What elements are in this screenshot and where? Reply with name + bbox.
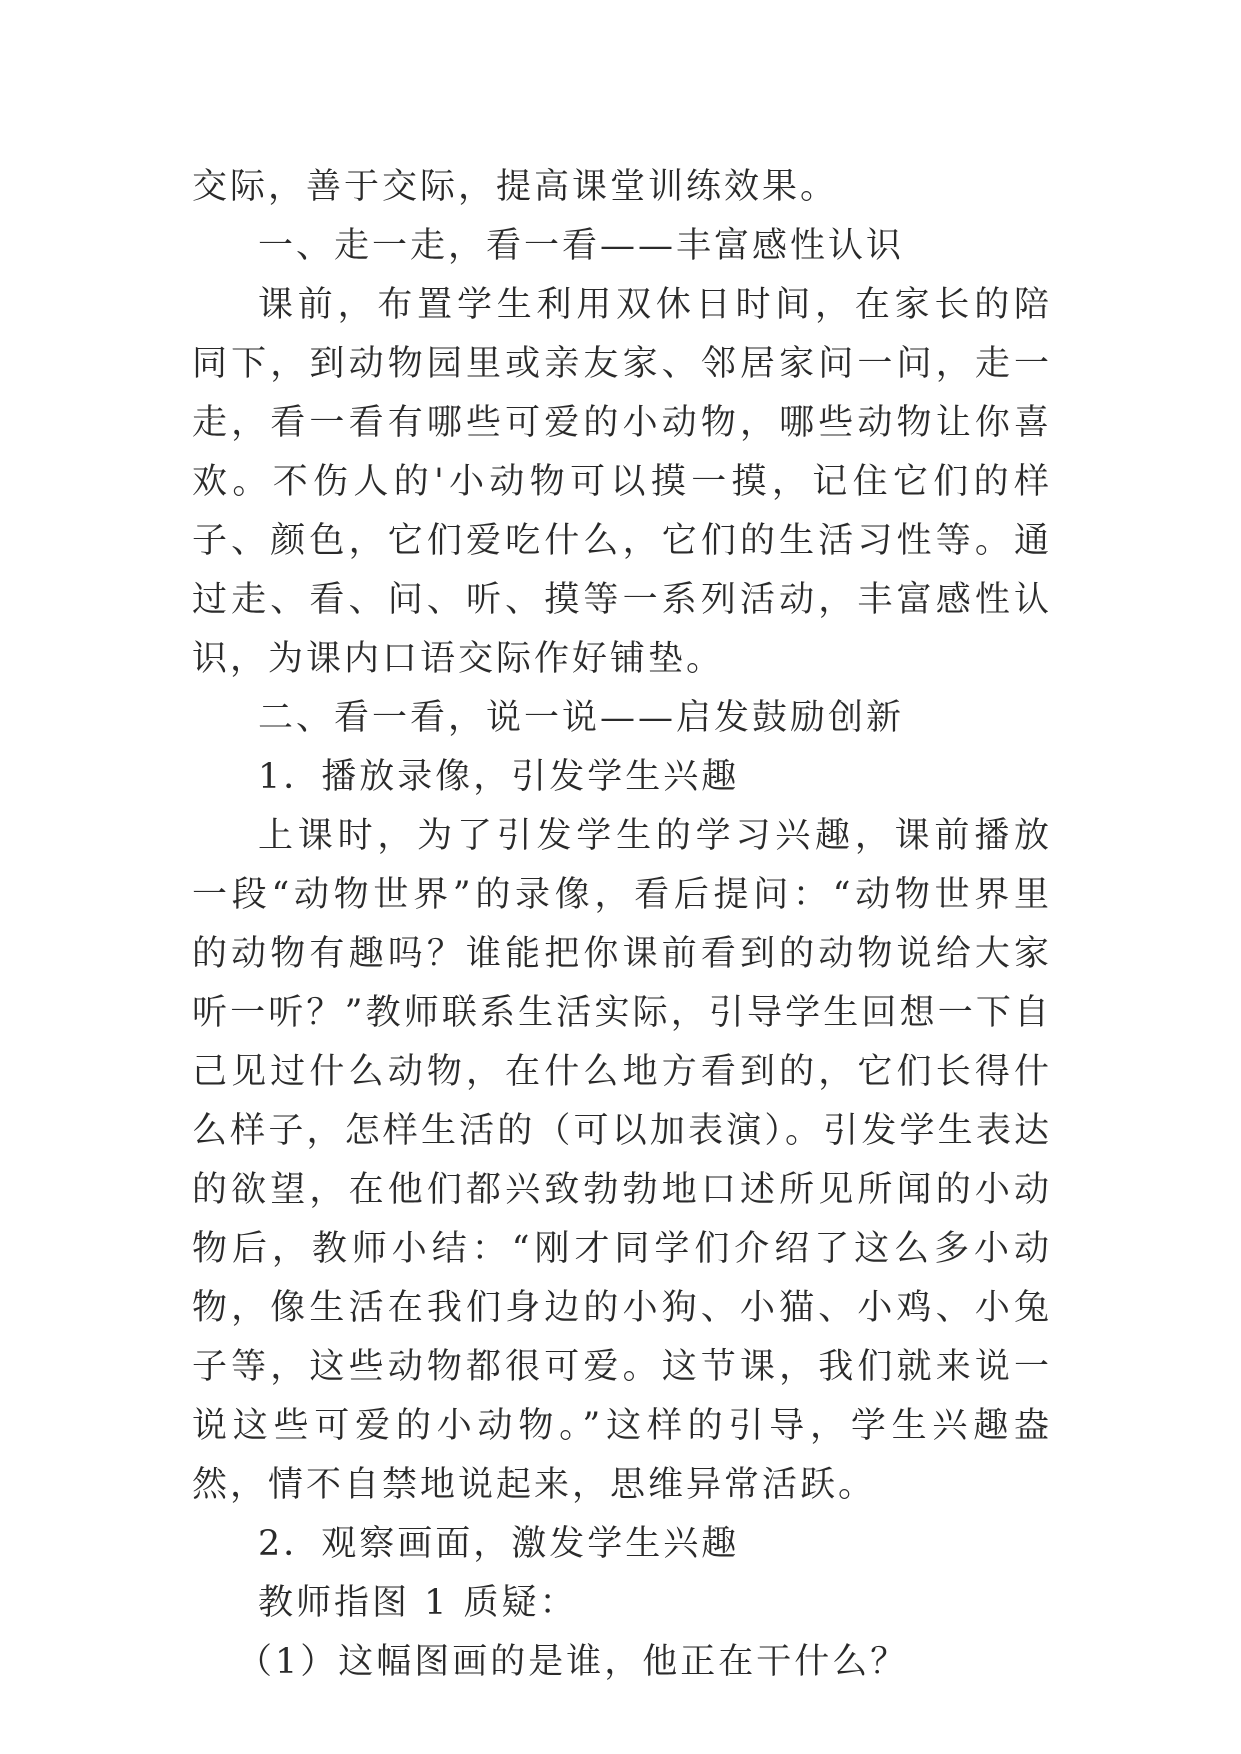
document-body [192,158,1052,1692]
paragraph-video: 上课时，为了引发学生的学习兴趣，课前播放一段“动物世界”的录像，看后提问：“动物世界里的动物有趣吗？谁能把你课前看到的动物说给大家听一听？”教师联系生活实际，引导学生回想一下自己见过什么动物，在什么地方看到的，它们长得什么样子，怎样生活的（可以加表演）。引发学生表达的欲望，在他们都兴致勃勃地口述所见所闻的小动物后，教师小结：“刚才同学们介绍了这么多小动物，像生活在我们身边的小狗、小猫、小鸡、小兔子等，这些动物都很可爱。这节课，我们就来说一说这些可爱的小动物。”这样的引导，学生兴趣盎然，情不自禁地说起来，思维异常活跃。 [192,816,1052,1505]
paragraph-teacher-question: 教师指图 1 质疑： [258,1583,578,1623]
question-item-1: （1）这幅图画的是谁，他正在干什么？ [237,1642,909,1682]
section-heading-1: 一、走一走，看一看——丰富感性认识 [258,226,905,266]
section-heading-2: 二、看一看，说一说——启发鼓励创新 [258,698,905,738]
subheading-2: 2．观察画面，激发学生兴趣 [258,1524,740,1564]
paragraph-continuation: 交际，善于交际，提高课堂训练效果。 [192,167,839,207]
paragraph-preclass: 课前，布置学生利用双休日时间，在家长的陪同下，到动物园里或亲友家、邻居家问一问，走一走，看一看有哪些可爱的小动物，哪些动物让你喜欢。不伤人的'小动物可以摸一摸，记住它们的样子、颜色，它们爱吃什么，它们的生活习性等。通过走、看、问、听、摸等一系列活动，丰富感性认识，为课内口语交际作好铺垫。 [192,285,1052,679]
subheading-1: 1．播放录像，引发学生兴趣 [258,757,740,797]
